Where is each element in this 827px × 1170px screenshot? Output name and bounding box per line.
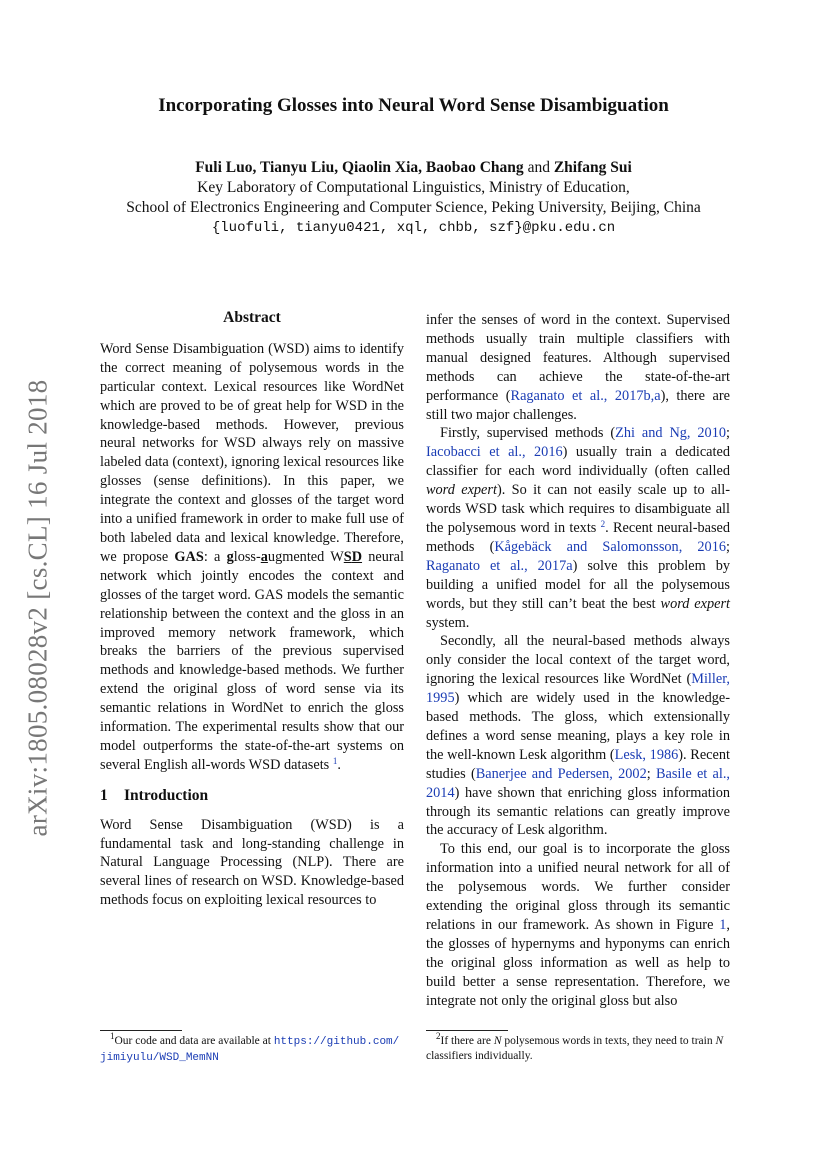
author-names xyxy=(0,158,827,178)
affiliation-1: Key Laboratory of Computational Linguistics, Ministry of Education, xyxy=(197,179,630,196)
author-block xyxy=(0,158,827,238)
abstract-heading: Abstract xyxy=(223,309,281,326)
citation-link[interactable]: Zhi and Ng, 2010 xyxy=(615,425,727,442)
citation-link[interactable]: Raganato et al., 2017b,a xyxy=(510,387,661,404)
authors-and: and xyxy=(527,159,550,176)
right-paragraph-1: infer the senses of word in the context. Supervised methods usually train multiple classifiers with manual designed features. Although supervised methods can achieve the state-of-the-art performance (Raganato et al., 2017b,a), there are still two major challenges. xyxy=(426,312,730,423)
citation-link[interactable]: Banerjee and Pedersen, 2002 xyxy=(475,765,647,782)
right-paragraph-3: Secondly, all the neural-based methods always only consider the local context of the target word, ignoring the lexical resources like WordNet (Miller, 1995) which are widely used in the knowledge-based methods. The gloss, which extensionally defines a word sense meaning, plays a key role in the well-known Lesk algorithm (Lesk, 1986). Recent studies (Banerjee and Pedersen, 2002; Basile et al., 2014) have shown that enriching gloss information through its semantic relations can greatly improve the accuracy of Lesk algorithm. xyxy=(426,633,730,839)
abstract-text: Word Sense Disambiguation (WSD) aims to identify the correct meaning of polysemous words in the particular context. Lexical resources like WordNet which are proved to be of great help for WSD in the knowledge-based methods. However, previous neural networks for WSD always rely on massive labeled data (context), ignoring lexical resources like glosses (sense definitions). In this paper, we integrate the context and glosses of the target word into a unified framework in order to make full use of both labeled data and lexical knowledge. Therefore, we propose GAS: a gloss-augmented WSD neural network which jointly encodes the context and glosses of the target word. GAS models the semantic relationship between the context and the gloss in an improved memory network framework, which breaks the barriers of the previous supervised methods and knowledge-based methods. We further extend the original gloss of word sense via its semantic relations in WordNet to enrich the gloss information. The experimental results show that our model outperforms the state-of-the-art systems on several English all-words WSD datasets $^1$. xyxy=(100,340,404,773)
left-column xyxy=(100,309,404,910)
footnote-2: $^2$If there are N polysemous words in texts, they need to train N classifiers individually. xyxy=(426,1031,724,1062)
citation-link[interactable]: Kågebäck and Salomonsson, 2016 xyxy=(494,538,727,555)
authors: Fuli Luo, Tianyu Liu, Qiaolin Xia, Baobao Chang xyxy=(195,159,524,176)
footnote-ref-2[interactable]: 2 xyxy=(600,518,606,529)
citation-link[interactable]: Basile et al., 2014 xyxy=(426,765,730,801)
author-email: {luofuli, tianyu0421, xql, chbb, szf}@pku.edu.cn xyxy=(211,220,616,236)
footnote-1: $^1$Our code and data are available at https://github.com/jimiyulu/WSD_MemNN xyxy=(100,1031,400,1064)
citation-link[interactable]: Iacobacci et al., 2016 xyxy=(426,444,563,461)
github-url-link[interactable]: https://github.com/jimiyulu/WSD_MemNN xyxy=(100,1036,400,1064)
section-heading-introduction: 1 Introduction xyxy=(100,786,209,804)
figure-ref-link[interactable]: 1 xyxy=(719,917,727,933)
citation-link[interactable]: Lesk, 1986 xyxy=(614,746,679,763)
citation-link[interactable]: Raganato et al., 2017a xyxy=(426,557,573,574)
intro-paragraph: Word Sense Disambiguation (WSD) is a fundamental task and long-standing challenge in Natural Language Processing (NLP). There are several lines of research on WSD. Knowledge-based methods focus on exploiting lexical resources to xyxy=(100,816,404,909)
last-author: Zhifang Sui xyxy=(553,159,632,176)
right-paragraph-2: Firstly, supervised methods (Zhi and Ng, 2010; Iacobacci et al., 2016) usually train a dedicated classifier for each word individually (often called word expert). So it can not easily scale up to all-words WSD task which requires to disambiguate all the polysemous word in texts $^2$. Recent neural-based methods (Kågebäck and Salomonsson, 2016; Raganato et al., 2017a) solve this problem by building a unified model for all the polysemous words, but they still can’t beat the best word expert system. xyxy=(426,425,731,631)
paper-title: Incorporating Glosses into Neural Word Sense Disambiguation xyxy=(158,95,669,116)
right-paragraph-4: To this end, our goal is to incorporate the gloss information into a unified neural network for all of the polysemous words. We further consider extending the original gloss through its semantic relations in our framework. As shown in Figure 1, the glosses of hypernyms and hyponyms can enrich the original gloss information as well as help to build better a sense representation. Therefore, we integrate not only the original gloss but also xyxy=(426,841,730,1009)
arxiv-id: arXiv:1805.08028v2 [cs.CL] 16 Jul 2018 xyxy=(22,379,53,837)
citation-link[interactable]: Miller, 1995 xyxy=(426,671,730,707)
right-column xyxy=(426,311,730,1011)
affiliation-2: School of Electronics Engineering and Computer Science, Peking University, Beijing, China xyxy=(126,199,701,216)
footnote-ref-1[interactable]: 1 xyxy=(332,755,338,766)
